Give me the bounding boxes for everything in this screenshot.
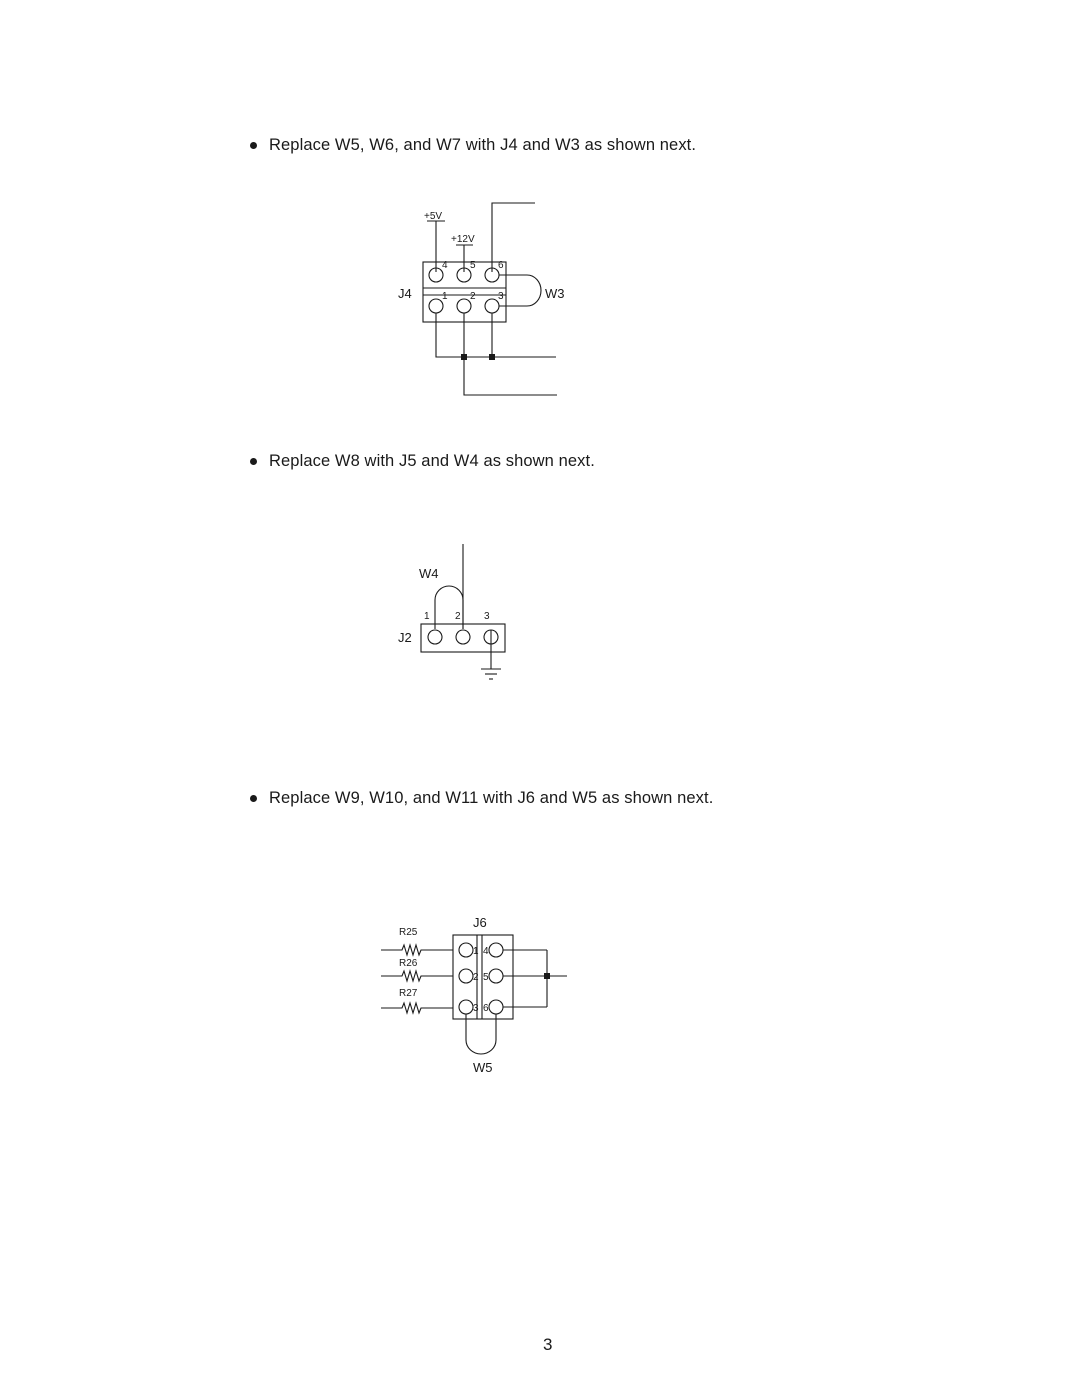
j6-pin-3 <box>459 1000 473 1014</box>
j4-pin-2 <box>457 299 471 313</box>
supply-5v-label: +5V <box>424 211 443 222</box>
j6-pin-label: 2 <box>473 972 479 983</box>
j4-pin-label: 1 <box>442 291 448 302</box>
j4-pin-label: 6 <box>498 260 504 271</box>
resistor-r25-icon <box>381 945 453 955</box>
j4-pin-label: 4 <box>442 260 448 271</box>
w5-jumper <box>466 1014 496 1054</box>
j6-pin-4 <box>489 943 503 957</box>
j6-pin-label: 6 <box>483 1003 489 1014</box>
j4-pin-label: 2 <box>470 291 476 302</box>
pin1-wire <box>436 313 556 357</box>
r27-label: R27 <box>399 988 418 999</box>
resistor-r27-icon <box>381 1003 453 1013</box>
diagram-j6-w5 <box>381 915 567 1075</box>
junction-dot <box>489 354 495 360</box>
instruction-text: Replace W9, W10, and W11 with J6 and W5 as shown next. <box>269 789 714 807</box>
j6-pin-label: 5 <box>483 972 489 983</box>
w3-jumper <box>499 275 541 306</box>
j2-pin-label: 3 <box>484 611 490 622</box>
j6-pin-label: 3 <box>473 1003 479 1014</box>
diagram-j2-w4 <box>398 544 505 679</box>
j2-label: J2 <box>398 630 412 645</box>
j6-pin-label: 4 <box>483 946 489 957</box>
lower-bus-wire <box>464 357 557 395</box>
j4-pin-label: 5 <box>470 260 476 271</box>
j6-pin-6 <box>489 1000 503 1014</box>
j6-pin-1 <box>459 943 473 957</box>
instruction-text: Replace W8 with J5 and W4 as shown next. <box>269 452 595 470</box>
junction-dot <box>544 973 550 979</box>
j6-pin-5 <box>489 969 503 983</box>
j6-label: J6 <box>473 915 487 930</box>
j6-pin-2 <box>459 969 473 983</box>
w4-label: W4 <box>419 566 439 581</box>
j4-pin-3 <box>485 299 499 313</box>
j4-pin-label: 3 <box>498 291 504 302</box>
j2-pin-label: 1 <box>424 611 430 622</box>
r26-label: R26 <box>399 958 418 969</box>
resistor-r26-icon <box>381 971 453 981</box>
w3-label: W3 <box>545 286 565 301</box>
j4-pin-1 <box>429 299 443 313</box>
w5-label: W5 <box>473 1060 493 1075</box>
page-number: 3 <box>543 1335 553 1354</box>
diagram-j4-w3 <box>398 203 565 395</box>
j2-pin-2 <box>456 630 470 644</box>
junction-dot <box>461 354 467 360</box>
instruction-text: Replace W5, W6, and W7 with J4 and W3 as shown next. <box>269 136 697 154</box>
supply-12v-label: +12V <box>451 234 475 245</box>
j2-pin-1 <box>428 630 442 644</box>
j2-pin-label: 2 <box>455 611 461 622</box>
j4-label: J4 <box>398 286 412 301</box>
w4-jumper <box>435 586 463 629</box>
j6-pin-label: 1 <box>473 946 479 957</box>
r25-label: R25 <box>399 927 418 938</box>
